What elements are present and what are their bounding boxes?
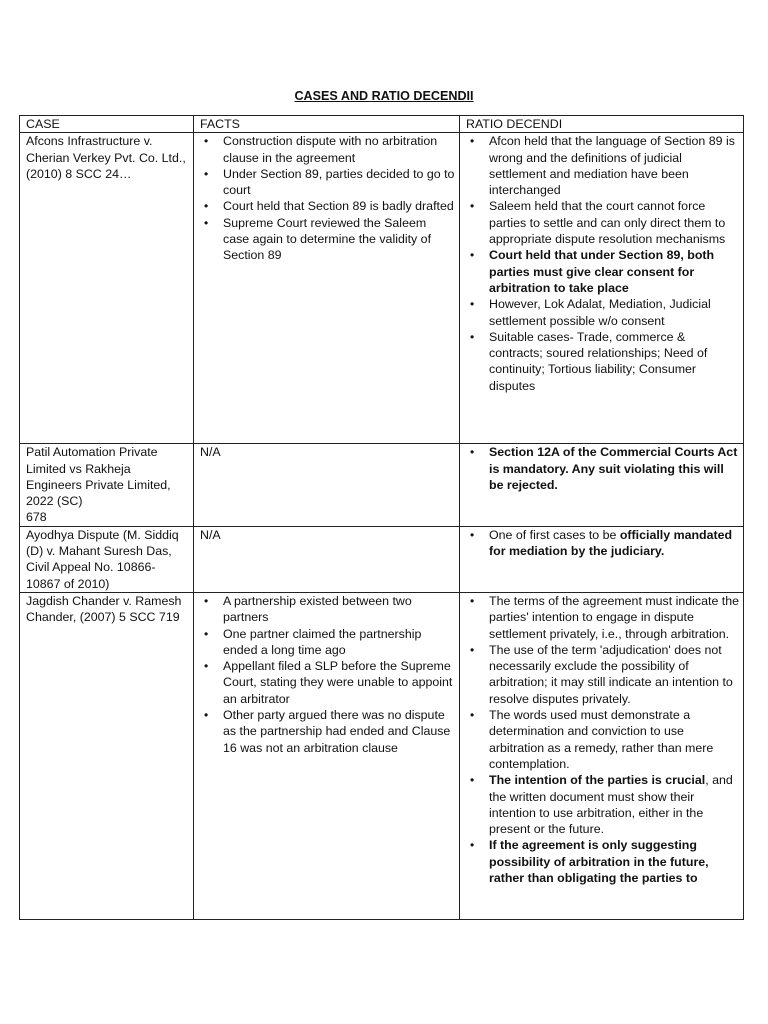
list-item: • The intention of the parties is crucial, and the written document must show their intention to use arbitration, either in the present or the future. — [489, 772, 739, 837]
case-cell — [20, 133, 194, 444]
case-cell — [20, 526, 194, 592]
list-item: • The terms of the agreement must indicate the parties' intention to engage in dispute settlement privately, i.e., through arbitration. — [489, 593, 739, 642]
facts-cell — [194, 592, 460, 919]
ratio-list — [466, 133, 739, 394]
facts-list — [200, 593, 455, 756]
ratio-list — [466, 527, 739, 560]
list-item: • Saleem held that the court cannot force parties to settle and can only direct them to appropriate dispute resolution mechanisms — [489, 198, 739, 247]
list-item: • Court held that under Section 89, both parties must give clear consent for arbitration to take place — [489, 247, 739, 296]
table-row — [20, 526, 744, 592]
case-name: Afcons Infrastructure v. Cherian Verkey Pvt. Co. Ltd., (2010) 8 SCC 24… — [26, 134, 186, 181]
list-item: • Suitable cases- Trade, commerce & contracts; soured relationships; Need of continuity; Tortious liability; Consumer disputes — [489, 329, 739, 394]
list-item: • Construction dispute with no arbitration clause in the agreement — [223, 133, 455, 166]
case-name: Patil Automation Private Limited vs Rakheja Engineers Private Limited, 2022 (SC) — [26, 445, 171, 509]
list-item: • Afcon held that the language of Section 89 is wrong and the definitions of judicial settlement and mediation have been interchanged — [489, 133, 739, 198]
ratio-cell — [460, 133, 744, 444]
list-item: • Section 12A of the Commercial Courts Act is mandatory. Any suit violating this will be rejected. — [489, 444, 739, 493]
facts-cell — [194, 444, 460, 526]
list-item: • Appellant filed a SLP before the Supreme Court, stating they were unable to appoint an arbitrator — [223, 658, 455, 707]
case-cell — [20, 444, 194, 526]
list-item: • However, Lok Adalat, Mediation, Judicial settlement possible w/o consent — [489, 296, 739, 329]
facts-cell — [194, 526, 460, 592]
ratio-list — [466, 444, 739, 493]
header-case: CASE — [20, 116, 194, 133]
list-item: • If the agreement is only suggesting possibility of arbitration in the future, rather than obligating the parties to — [489, 837, 739, 886]
header-facts: FACTS — [194, 116, 460, 133]
document-title: CASES AND RATIO DECENDII — [294, 89, 474, 103]
header-ratio: RATIO DECENDI — [460, 116, 744, 133]
ratio-cell — [460, 526, 744, 592]
ratio-cell — [460, 444, 744, 526]
table-row — [20, 592, 744, 919]
table-row — [20, 444, 744, 526]
ratio-list — [466, 593, 739, 886]
case-citation-extra: 678 — [26, 510, 47, 525]
list-item: • Supreme Court reviewed the Saleem case again to determine the validity of Section 89 — [223, 215, 455, 264]
case-cell — [20, 592, 194, 919]
list-item: • One partner claimed the partnership ended a long time ago — [223, 626, 455, 659]
list-item: • The use of the term 'adjudication' does not necessarily exclude the possibility of arbitration; it may still indicate an intention to resolve disputes privately. — [489, 642, 739, 707]
facts-text: N/A — [200, 527, 221, 542]
table-header-row — [20, 116, 744, 133]
facts-text: N/A — [200, 445, 221, 460]
list-item: • Court held that Section 89 is badly drafted — [223, 198, 455, 214]
facts-list — [200, 133, 455, 263]
ratio-cell — [460, 592, 744, 919]
table-row — [20, 133, 744, 444]
list-item: • One of first cases to be officially mandated for mediation by the judiciary. — [489, 527, 739, 560]
facts-cell — [194, 133, 460, 444]
list-item: • A partnership existed between two partners — [223, 593, 455, 626]
case-name: Ayodhya Dispute (M. Siddiq (D) v. Mahant Suresh Das, Civil Appeal No. 10866-10867 of 2010) — [26, 527, 179, 591]
list-item: • The words used must demonstrate a determination and conviction to use arbitration as a remedy, rather than mere contemplation. — [489, 707, 739, 772]
case-name: Jagdish Chander v. Ramesh Chander, (2007) 5 SCC 719 — [26, 593, 182, 625]
list-item: • Under Section 89, parties decided to go to court — [223, 166, 455, 199]
cases-table — [19, 115, 744, 920]
list-item: • Other party argued there was no dispute as the partnership had ended and Clause 16 was not an arbitration clause — [223, 707, 455, 756]
